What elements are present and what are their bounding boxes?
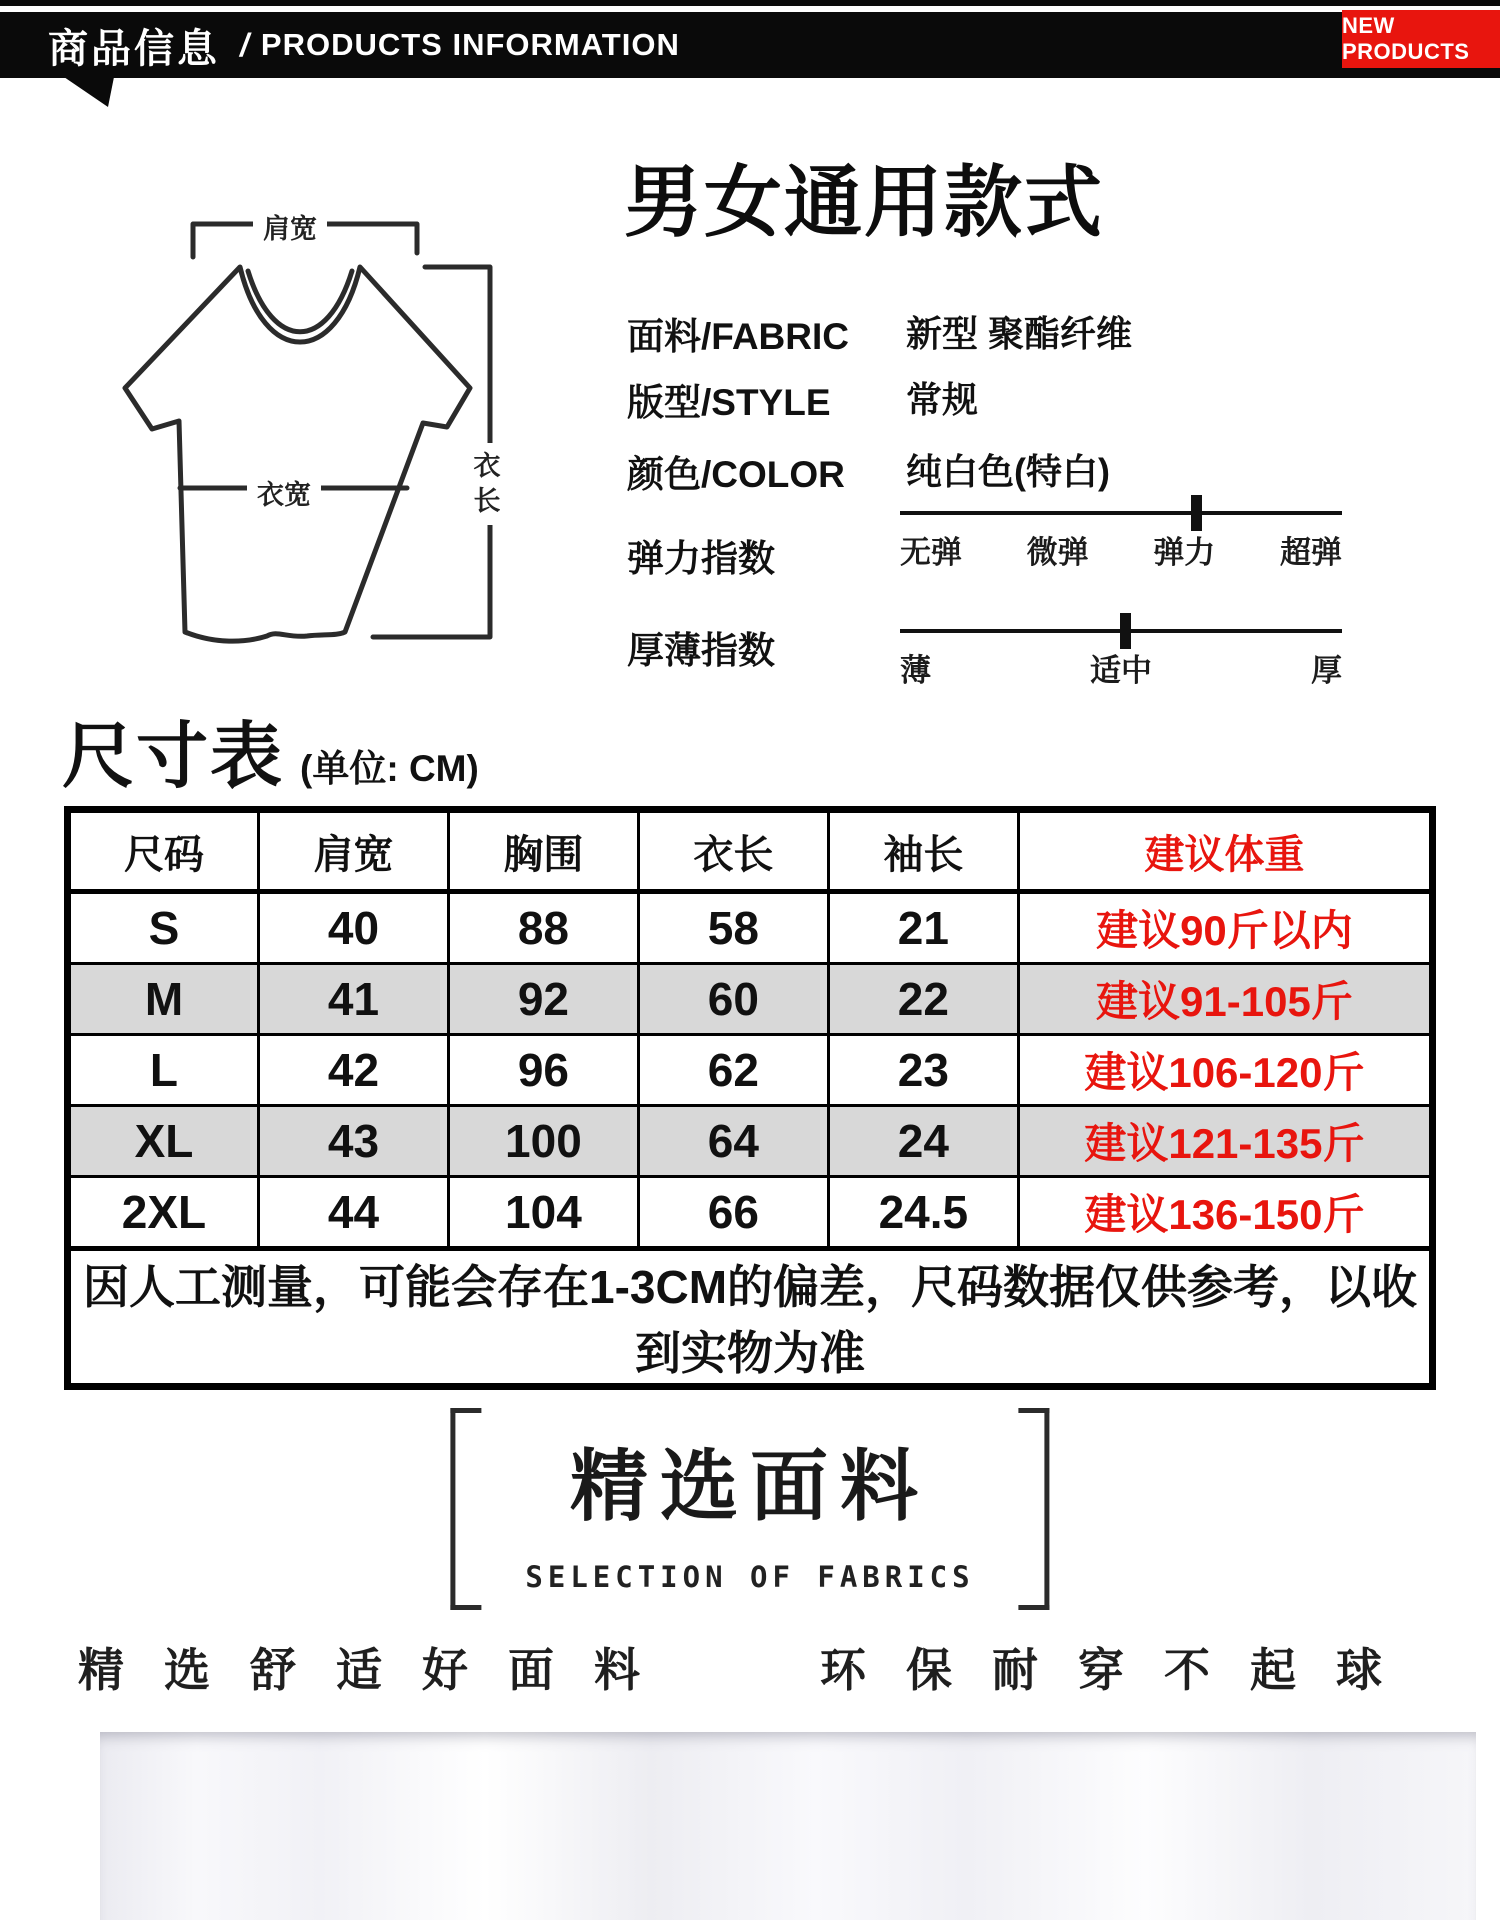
- tshirt-body-path: [125, 267, 470, 641]
- thickness-tick: 厚: [1311, 653, 1342, 688]
- table-row-2xl: [68, 1177, 1433, 1249]
- new-products-badge: NEW PRODUCTS: [1342, 10, 1500, 68]
- spec-label-style: 版型/STYLE: [627, 382, 831, 423]
- thickness-tick-labels: [900, 645, 1342, 690]
- cell: 104: [448, 1177, 638, 1249]
- col-header-bust: 胸围: [448, 810, 638, 892]
- cell: 66: [638, 1177, 828, 1249]
- cell: 100: [448, 1106, 638, 1177]
- spec-label-fabric: 面料/FABRIC: [627, 316, 849, 357]
- cell: 92: [448, 964, 638, 1035]
- header-tail-shape: [64, 77, 124, 109]
- cell: 41: [258, 964, 448, 1035]
- cell: 2XL: [68, 1177, 259, 1249]
- tshirt-outline-drawing: [95, 145, 595, 655]
- table-row-m: [68, 964, 1433, 1035]
- spec-value-style: 常规: [906, 379, 979, 420]
- cell: XL: [68, 1106, 259, 1177]
- white-fabric-photo: [100, 1732, 1476, 1920]
- cell: 96: [448, 1035, 638, 1106]
- garment-width-label: 衣宽: [247, 471, 321, 514]
- fabric-tagline: [0, 1634, 1500, 1700]
- thickness-scale: [900, 629, 1342, 690]
- thickness-index-label: 厚薄指数: [627, 630, 775, 671]
- fabric-selection-title: 精选面料: [569, 1442, 931, 1530]
- measurement-note-row: [68, 1249, 1433, 1387]
- table-row-xl: [68, 1106, 1433, 1177]
- col-header-size: 尺码: [68, 810, 259, 892]
- spec-value-fabric: 新型 聚酯纤维: [906, 313, 1133, 354]
- cell: S: [68, 892, 259, 964]
- left-bracket-decoration: [450, 1408, 481, 1610]
- cell: 62: [638, 1035, 828, 1106]
- tagline-right: 环保耐穿不起球: [820, 1644, 1422, 1696]
- fabric-selection-subtitle: SELECTION OF FABRICS: [525, 1560, 975, 1594]
- cell: 22: [828, 964, 1018, 1035]
- spec-label-color: 颜色/COLOR: [627, 454, 845, 495]
- cell: 40: [258, 892, 448, 964]
- cell: L: [68, 1035, 259, 1106]
- shoulder-width-label: 肩宽: [253, 205, 327, 248]
- elasticity-scale: [900, 511, 1342, 572]
- garment-length-label: 衣长: [468, 443, 506, 525]
- page-title: 男女通用款式: [624, 158, 1105, 246]
- cell: 43: [258, 1106, 448, 1177]
- elasticity-marker: [1191, 495, 1202, 531]
- right-bracket-decoration: [1019, 1408, 1050, 1610]
- elasticity-tick: 无弹: [900, 535, 962, 570]
- thickness-tick: 适中: [1090, 653, 1152, 688]
- fabric-selection-text: [481, 1408, 1018, 1610]
- elasticity-tick: 微弹: [1026, 535, 1089, 570]
- cell-weight: 建议91-105斤: [1018, 964, 1432, 1035]
- section-header: [0, 12, 1500, 78]
- measurement-note: 因人工测量，可能会存在1-3CM的偏差，尺码数据仅供参考，以收到实物为准: [68, 1249, 1433, 1387]
- tshirt-measurement-diagram: [95, 145, 595, 655]
- cell: 23: [828, 1035, 1018, 1106]
- elasticity-tick: 弹力: [1153, 535, 1216, 570]
- cell-weight: 建议121-135斤: [1018, 1106, 1432, 1177]
- size-chart-heading: [62, 698, 479, 802]
- table-row-s: [68, 892, 1433, 964]
- elasticity-tick-labels: [900, 527, 1342, 572]
- size-chart-title: 尺寸表: [62, 717, 285, 797]
- section-title-en: PRODUCTS INFORMATION: [260, 27, 680, 62]
- cell: 24.5: [828, 1177, 1018, 1249]
- top-divider: [0, 0, 1500, 6]
- spec-value-color: 纯白色(特白): [906, 451, 1110, 492]
- size-chart-header-row: [68, 810, 1433, 892]
- section-title-separator: /: [240, 26, 249, 63]
- size-chart-table: [64, 806, 1436, 1390]
- cell-weight: 建议90斤以内: [1018, 892, 1432, 964]
- cell: 24: [828, 1106, 1018, 1177]
- cell: 44: [258, 1177, 448, 1249]
- fabric-selection-block: [450, 1408, 1049, 1610]
- elasticity-index-label: 弹力指数: [627, 538, 775, 579]
- cell: 64: [638, 1106, 828, 1177]
- cell: M: [68, 964, 259, 1035]
- cell: 58: [638, 892, 828, 964]
- table-row-l: [68, 1035, 1433, 1106]
- cell: 60: [638, 964, 828, 1035]
- cell-weight: 建议106-120斤: [1018, 1035, 1432, 1106]
- tagline-left: 精选舒适好面料: [78, 1644, 680, 1696]
- elasticity-tick: 超弹: [1279, 535, 1342, 570]
- elasticity-track: [900, 511, 1342, 515]
- cell: 21: [828, 892, 1018, 964]
- cell: 88: [448, 892, 638, 964]
- col-header-length: 衣长: [638, 810, 828, 892]
- col-header-weight: 建议体重: [1018, 810, 1432, 892]
- size-chart-unit: (单位: CM): [300, 748, 479, 789]
- col-header-shoulder: 肩宽: [258, 810, 448, 892]
- cell: 42: [258, 1035, 448, 1106]
- section-title-cn: 商品信息: [48, 26, 220, 71]
- thickness-tick: 薄: [900, 653, 931, 688]
- cell-weight: 建议136-150斤: [1018, 1177, 1432, 1249]
- col-header-sleeve: 袖长: [828, 810, 1018, 892]
- thickness-marker: [1120, 613, 1131, 649]
- thickness-track: [900, 629, 1342, 633]
